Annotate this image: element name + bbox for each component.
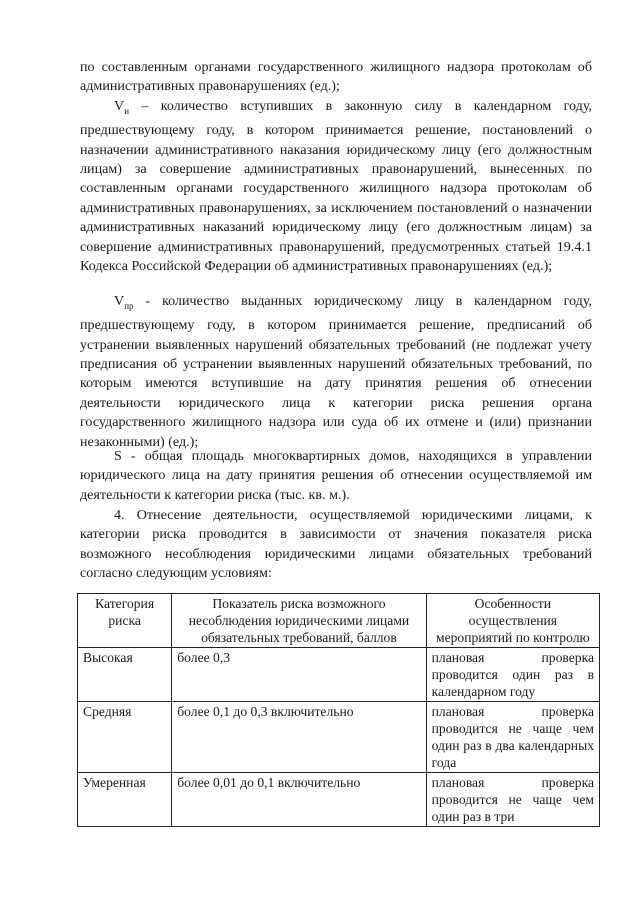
- variable-subscript: пр: [124, 300, 134, 311]
- column-header-indicator: Показатель риска возможного несоблюдения юридическими лицами обязательных требований, баллов: [172, 594, 426, 648]
- table-row: [78, 773, 600, 827]
- variable-subscript: и: [124, 105, 130, 116]
- paragraph-continuation: по составленным органами государственного жилищного надзора протоколам об административных правонарушениях (ед.);: [80, 59, 592, 95]
- table-row: [78, 648, 600, 702]
- paragraph-risk-categorization: 4. Отнесение деятельности, осуществляемой юридическими лицами, к категории риска проводится в зависимости от значения показателя риска возможного несоблюдения юридическими лицами обязательных требований согласно следующим условиям:: [80, 507, 592, 582]
- cell-features: плановая проверка проводится не чаще чем один раз в три: [426, 773, 599, 827]
- paragraph-s-definition: S - общая площадь многоквартирных домов, находящихся в управлении юридического лица на дату принятия решения об отнесении осуществляемой им деятельности к категории риска (тыс. кв. м.).: [80, 448, 592, 503]
- paragraph-text: - количество выданных юридическому лицу в календарном году, предшествующему году, в котором принимается решение, предписаний об устранении выявленных нарушений обязательных требований (не подлежат учету предписания об устранении выявленных нарушений обязательных требований, по которым имеются вступившие на дату принятия решения об отнесении деятельности юридического лица к категории риска решения органа государственного жилищного надзора или суда об их отмене и (или) признании незаконными) (ед.);: [80, 293, 592, 450]
- cell-indicator: более 0,3: [172, 648, 426, 702]
- cell-category: Умеренная: [78, 773, 172, 827]
- table-header-row: [78, 594, 600, 648]
- cell-features: плановая проверка проводится один раз в календарном году: [426, 648, 599, 702]
- paragraph-v-pr-definition: [80, 292, 592, 452]
- cell-category: Средняя: [78, 702, 172, 773]
- cell-indicator: более 0,1 до 0,3 включительно: [172, 702, 426, 773]
- cell-category: Высокая: [78, 648, 172, 702]
- paragraph-v-i-definition: [80, 97, 592, 276]
- risk-category-table: [77, 593, 600, 827]
- variable-v: V: [114, 98, 125, 114]
- variable-v: V: [114, 293, 125, 309]
- column-header-category: Категория риска: [78, 594, 172, 648]
- cell-indicator: более 0,01 до 0,1 включительно: [172, 773, 426, 827]
- paragraph-text: – количество вступивших в законную силу в календарном году, предшествующему году, в котором принимается решение, постановлений о назначении административного наказания юридическому лицу (его должностным лицам) за совершение административных правонарушений, вынесенных по составленным органами государственного жилищного надзора протоколам об административных правонарушениях, за исключением постановлений о назначении административных наказаний юридическому лицу (его должностным лицам) за совершение административных правонарушений, предусмотренных статьей 19.4.1 Кодекса Российской Федерации об административных правонарушениях (ед.);: [80, 98, 592, 275]
- column-header-features: Особенности осуществления мероприятий по контролю: [426, 594, 599, 648]
- table-row: [78, 702, 600, 773]
- cell-features: плановая проверка проводится не чаще чем один раз в два календарных года: [426, 702, 599, 773]
